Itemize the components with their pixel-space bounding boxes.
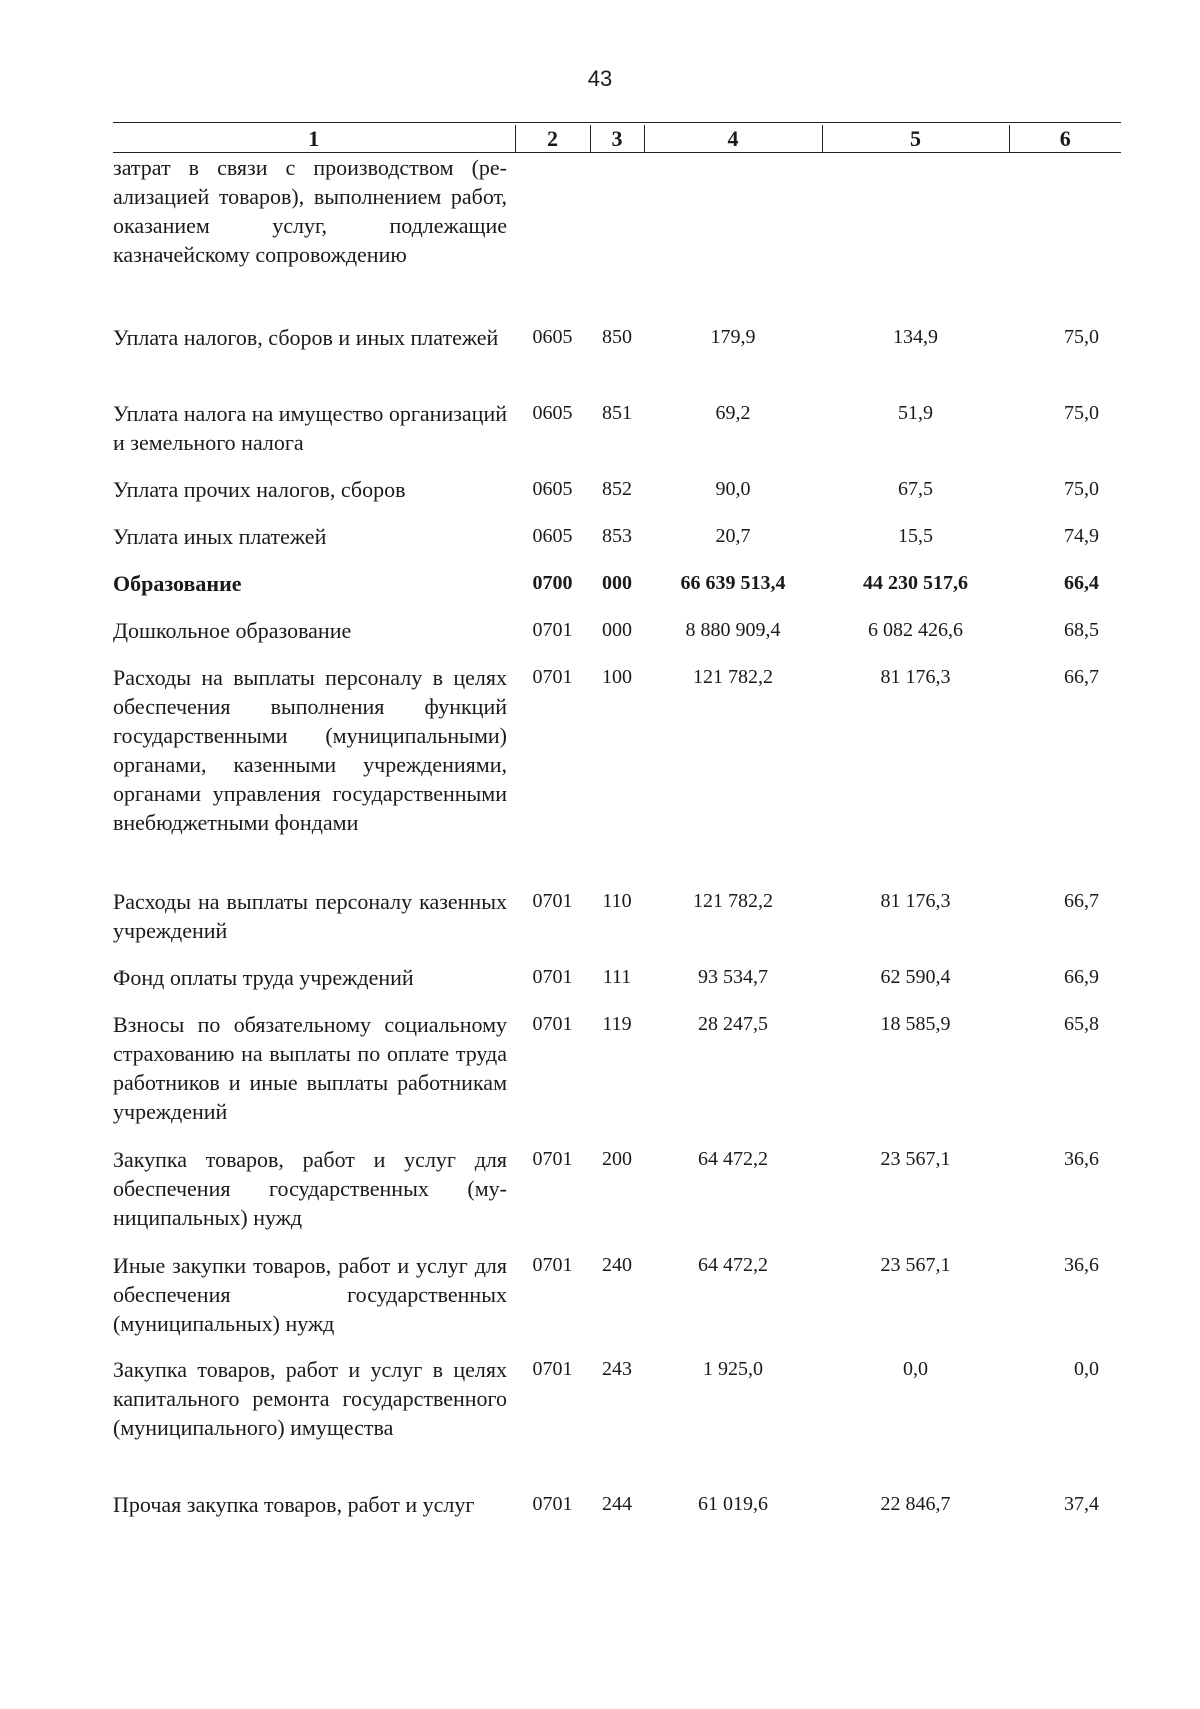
row-section-code: 0700 — [532, 571, 573, 594]
row-name: Уплата прочих налогов, сборов — [113, 476, 406, 502]
row-executed-amount: 23 567,1 — [880, 1253, 951, 1276]
row-percent — [1009, 153, 1121, 323]
row-section-code: 0701 — [532, 1492, 573, 1515]
budget-table — [113, 125, 1121, 1566]
table-top-rule — [113, 122, 1121, 123]
row-section-code: 0701 — [532, 1147, 573, 1170]
row-percent: 36,6 — [1064, 1147, 1099, 1170]
table-row — [113, 1010, 1121, 1145]
row-section-code: 0701 — [532, 1012, 573, 1035]
row-name: Закупка товаров, работ и услуг для обеспечения государственных (муниципальных) нужд — [113, 1146, 507, 1230]
row-percent: 66,4 — [1064, 571, 1099, 594]
row-name: Прочая закупка товаров, работ и услуг — [113, 1491, 475, 1517]
row-name: Иные закупки товаров, работ и услуг для обеспечения государственных (муниципальных) нужд — [113, 1252, 507, 1336]
row-executed-amount: 15,5 — [898, 524, 933, 547]
row-expense-code: 243 — [602, 1357, 632, 1380]
row-percent: 66,9 — [1064, 965, 1099, 988]
row-executed-amount: 0,0 — [903, 1357, 928, 1380]
row-executed-amount: 67,5 — [898, 477, 933, 500]
row-percent: 66,7 — [1064, 889, 1099, 912]
row-planned-amount: 121 782,2 — [693, 889, 773, 912]
row-executed-amount: 51,9 — [898, 401, 933, 424]
row-planned-amount: 121 782,2 — [693, 665, 773, 688]
header-col-5: 5 — [822, 125, 1009, 153]
header-col-4: 4 — [644, 125, 822, 153]
row-section-code — [515, 153, 590, 323]
row-name: Расходы на выплаты персоналу казенных учреждений — [113, 888, 507, 943]
row-percent: 66,7 — [1064, 665, 1099, 688]
header-col-2: 2 — [515, 125, 590, 153]
row-executed-amount: 44 230 517,6 — [863, 571, 968, 594]
row-section-code: 0605 — [532, 477, 573, 500]
row-executed-amount: 22 846,7 — [880, 1492, 951, 1515]
row-name: Взносы по обязательному социальному страхованию на выплаты по оплате труда работников и иные выплаты работникам учреждений — [113, 1011, 507, 1124]
table-row — [113, 616, 1121, 663]
row-planned-amount: 93 534,7 — [698, 965, 768, 988]
table-row — [113, 1251, 1121, 1355]
row-planned-amount: 61 019,6 — [698, 1492, 768, 1515]
row-expense-code: 111 — [602, 965, 632, 988]
row-percent: 68,5 — [1064, 618, 1099, 641]
row-planned-amount: 20,7 — [715, 524, 751, 547]
table-row — [113, 887, 1121, 963]
table-row — [113, 323, 1121, 399]
row-percent: 0,0 — [1074, 1357, 1099, 1380]
row-name: Уплата налога на имущество организаций и земельного налога — [113, 400, 507, 455]
row-expense-code: 110 — [602, 889, 632, 912]
header-col-3: 3 — [590, 125, 644, 153]
row-planned-amount: 90,0 — [715, 477, 751, 500]
row-executed-amount: 23 567,1 — [880, 1147, 951, 1170]
header-col-6: 6 — [1009, 125, 1121, 153]
row-planned-amount: 64 472,2 — [698, 1253, 768, 1276]
row-executed-amount: 81 176,3 — [880, 665, 951, 688]
row-executed-amount: 18 585,9 — [880, 1012, 951, 1035]
table-row — [113, 522, 1121, 569]
row-executed-amount: 62 590,4 — [880, 965, 951, 988]
row-planned-amount — [644, 153, 822, 323]
row-planned-amount: 69,2 — [715, 401, 751, 424]
row-expense-code: 851 — [602, 401, 632, 424]
row-expense-code: 119 — [602, 1012, 632, 1035]
row-expense-code — [590, 153, 644, 323]
row-section-code: 0701 — [532, 665, 573, 688]
row-expense-code: 240 — [602, 1253, 632, 1276]
row-planned-amount: 64 472,2 — [698, 1147, 768, 1170]
row-executed-amount: 134,9 — [893, 325, 938, 348]
row-expense-code: 000 — [602, 571, 632, 594]
table-row — [113, 1355, 1121, 1490]
row-name: Фонд оплаты труда учреждений — [113, 964, 414, 990]
table-row — [113, 1490, 1121, 1566]
row-section-code: 0701 — [532, 889, 573, 912]
row-expense-code: 200 — [602, 1147, 632, 1170]
row-percent: 75,0 — [1064, 325, 1099, 348]
row-expense-code: 850 — [602, 325, 632, 348]
row-expense-code: 852 — [602, 477, 632, 500]
row-name: Образование — [113, 570, 242, 596]
row-section-code: 0701 — [532, 618, 573, 641]
table-row — [113, 569, 1121, 616]
table-row — [113, 663, 1121, 887]
row-name: Дошкольное образование — [113, 617, 352, 643]
row-name: Уплата налогов, сборов и иных платежей — [113, 324, 499, 350]
page-number: 43 — [587, 66, 613, 91]
row-planned-amount: 28 247,5 — [698, 1012, 768, 1035]
row-section-code: 0701 — [532, 965, 573, 988]
row-name: затрат в связи с производством (реализацией товаров), выполнением работ, оказанием услуг, подлежащие казначейскому сопровождению — [113, 155, 507, 267]
table-row — [113, 153, 1121, 323]
row-percent: 75,0 — [1064, 477, 1099, 500]
header-col-1: 1 — [113, 125, 515, 153]
row-planned-amount: 179,9 — [710, 325, 756, 348]
row-executed-amount — [822, 153, 1009, 323]
row-executed-amount: 6 082 426,6 — [868, 618, 963, 641]
table-row — [113, 1145, 1121, 1251]
row-planned-amount: 1 925,0 — [703, 1357, 763, 1380]
row-section-code: 0605 — [532, 325, 573, 348]
row-section-code: 0701 — [532, 1253, 573, 1276]
table-row — [113, 963, 1121, 1010]
row-expense-code: 100 — [602, 665, 632, 688]
row-section-code: 0605 — [532, 401, 573, 424]
row-percent: 65,8 — [1064, 1012, 1099, 1035]
row-expense-code: 244 — [602, 1492, 632, 1515]
row-percent: 36,6 — [1064, 1253, 1099, 1276]
row-planned-amount: 66 639 513,4 — [680, 571, 786, 594]
table-row — [113, 475, 1121, 522]
table-header-row — [113, 125, 1121, 153]
row-name: Закупка товаров, работ и услуг в целях капитального ремонта государственного (муниципального) имущества — [113, 1356, 507, 1440]
row-percent: 75,0 — [1064, 401, 1099, 424]
row-planned-amount: 8 880 909,4 — [685, 618, 781, 641]
row-percent: 37,4 — [1064, 1492, 1099, 1515]
row-name: Расходы на выплаты персоналу в целях обеспечения выполнения функций государственными (муниципальными) органами, казенными учреждениями, органами управления государственными внебюджетными фондами — [113, 664, 507, 835]
table-body — [113, 153, 1121, 1566]
row-expense-code: 000 — [602, 618, 632, 641]
row-section-code: 0701 — [532, 1357, 573, 1380]
row-section-code: 0605 — [532, 524, 573, 547]
row-expense-code: 853 — [602, 524, 632, 547]
table-row — [113, 399, 1121, 475]
row-percent: 74,9 — [1064, 524, 1099, 547]
row-name: Уплата иных платежей — [113, 523, 327, 549]
row-executed-amount: 81 176,3 — [880, 889, 951, 912]
